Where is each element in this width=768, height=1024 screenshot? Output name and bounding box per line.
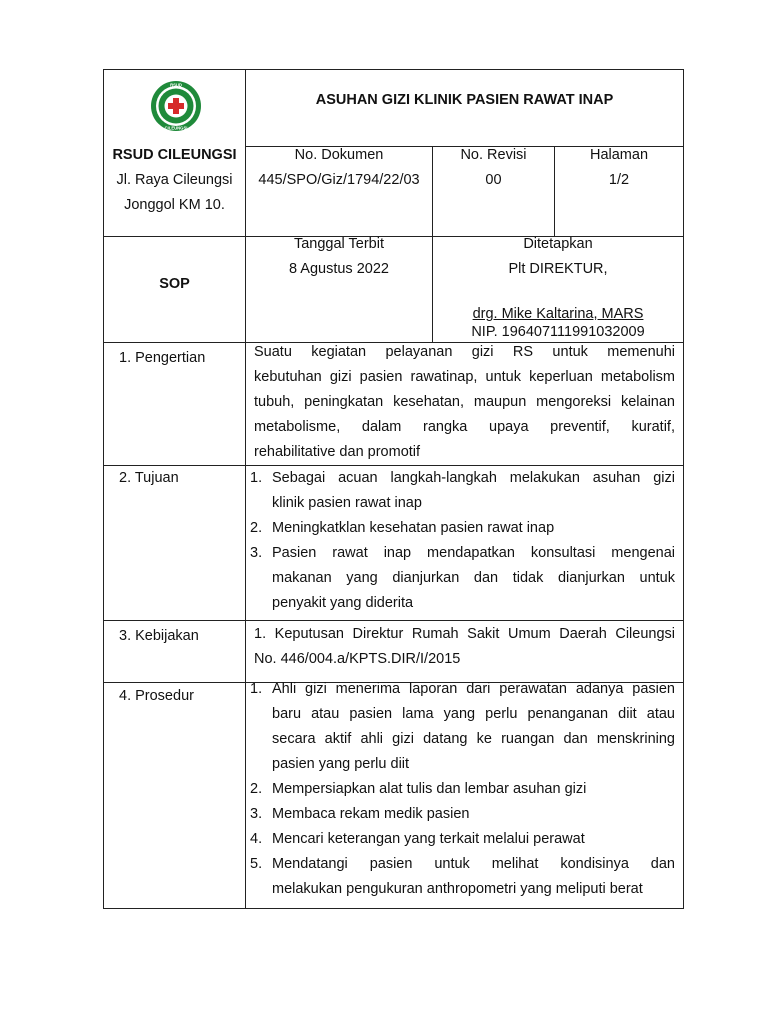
hospital-address-line-1: Jl. Raya Cileungsi xyxy=(116,172,233,188)
kebijakan-line: No. 446/004.a/KPTS.DIR/I/2015 xyxy=(254,651,461,667)
ditetapkan-label: Ditetapkan xyxy=(523,236,593,252)
hospital-address-line-2: Jonggol KM 10. xyxy=(124,197,225,213)
hospital-logo xyxy=(150,80,202,132)
document-title: ASUHAN GIZI KLINIK PASIEN RAWAT INAP xyxy=(315,92,614,108)
signer-nip: NIP. 196407111991032009 xyxy=(471,324,645,340)
halaman-label: Halaman xyxy=(589,147,649,163)
tujuan-row-bottom xyxy=(103,620,684,621)
tujuan-item-line: makanan yang dianjurkan dan tidak dianjurkan untuk xyxy=(272,570,675,586)
pengertian-line: Suatu kegiatan pelayanan gizi RS untuk memenuhi xyxy=(254,344,675,360)
table-border-right xyxy=(683,69,684,909)
prosedur-item-line: pasien yang perlu diit xyxy=(272,756,410,772)
sop-label: SOP xyxy=(159,276,190,292)
no-revisi-value: 00 xyxy=(485,172,502,188)
logo-text-top: RSUD xyxy=(170,82,182,88)
tujuan-label: 2. Tujuan xyxy=(119,470,179,486)
tanggal-terbit-label: Tanggal Terbit xyxy=(293,236,385,252)
no-dokumen-value: 445/SPO/Giz/1794/22/03 xyxy=(258,172,420,188)
prosedur-item-number: 1. xyxy=(250,681,263,697)
ditetapkan-role: Plt DIREKTUR, xyxy=(508,261,608,277)
prosedur-item-line: Mempersiapkan alat tulis dan lembar asuhan gizi xyxy=(272,781,587,797)
prosedur-item-line: secara aktif ahli gizi datang ke ruangan dan menskrining xyxy=(272,731,675,747)
kebijakan-line: 1. Keputusan Direktur Rumah Sakit Umum Daerah Cileungsi xyxy=(254,626,675,642)
pengertian-line: rehabilitative dan promotif xyxy=(254,444,421,460)
tujuan-item-line: klinik pasien rawat inap xyxy=(272,495,422,511)
prosedur-item-line: baru atau pasien lama yang perlu penanganan diit atau xyxy=(272,706,675,722)
prosedur-item-line: Ahli gizi menerima laporan dari perawatan adanya pasien xyxy=(272,681,675,697)
pengertian-line: tubuh, peningkatan kesehatan, maupun mengoreksi kelainan xyxy=(254,394,675,410)
prosedur-item-line: Membaca rekam medik pasien xyxy=(272,806,470,822)
no-revisi-label: No. Revisi xyxy=(460,147,527,163)
tujuan-item-line: Meningkatklan kesehatan pasien rawat inap xyxy=(272,520,555,536)
table-border-top xyxy=(103,69,684,70)
prosedur-item-number: 2. xyxy=(250,781,263,797)
header-divider xyxy=(245,69,246,909)
pengertian-label: 1. Pengertian xyxy=(119,350,206,366)
prosedur-item-number: 5. xyxy=(250,856,263,872)
table-border-bottom xyxy=(103,908,684,909)
no-dokumen-label: No. Dokumen xyxy=(294,147,384,163)
prosedur-item-number: 3. xyxy=(250,806,263,822)
prosedur-item-number: 4. xyxy=(250,831,263,847)
prosedur-item-line: Mencari keterangan yang terkait melalui perawat xyxy=(272,831,585,847)
tujuan-item-number: 3. xyxy=(250,545,263,561)
prosedur-item-line: Mendatangi pasien untuk melihat kondisinya dan xyxy=(272,856,675,872)
tujuan-item-number: 2. xyxy=(250,520,263,536)
pengertian-line: kebutuhan gizi pasien rawatinap, untuk keperluan metabolism xyxy=(254,369,675,385)
halaman-value: 1/2 xyxy=(608,172,630,188)
tujuan-item-line: Sebagai acuan langkah-langkah melakukan asuhan gizi xyxy=(272,470,675,486)
tujuan-item-line: penyakit yang diderita xyxy=(272,595,414,611)
pengertian-line: metabolisme, dalam rangka upaya preventif, kuratif, xyxy=(254,419,675,435)
prosedur-item-line: melakukan pengukuran anthropometri yang meliputi berat xyxy=(272,881,643,897)
tanggal-terbit-value: 8 Agustus 2022 xyxy=(289,261,389,277)
prosedur-label: 4. Prosedur xyxy=(119,688,194,704)
tujuan-item-number: 1. xyxy=(250,470,263,486)
tujuan-item-line: Pasien rawat inap mendapatkan konsultasi mengenai xyxy=(272,545,675,561)
logo-text-bottom: CILEUNGSI xyxy=(164,125,188,131)
signer-name xyxy=(433,305,683,323)
signer-name-text: drg. Mike Kaltarina, MARS xyxy=(472,306,644,322)
hospital-name: RSUD CILEUNGSI xyxy=(112,147,237,163)
kebijakan-label: 3. Kebijakan xyxy=(119,628,199,644)
